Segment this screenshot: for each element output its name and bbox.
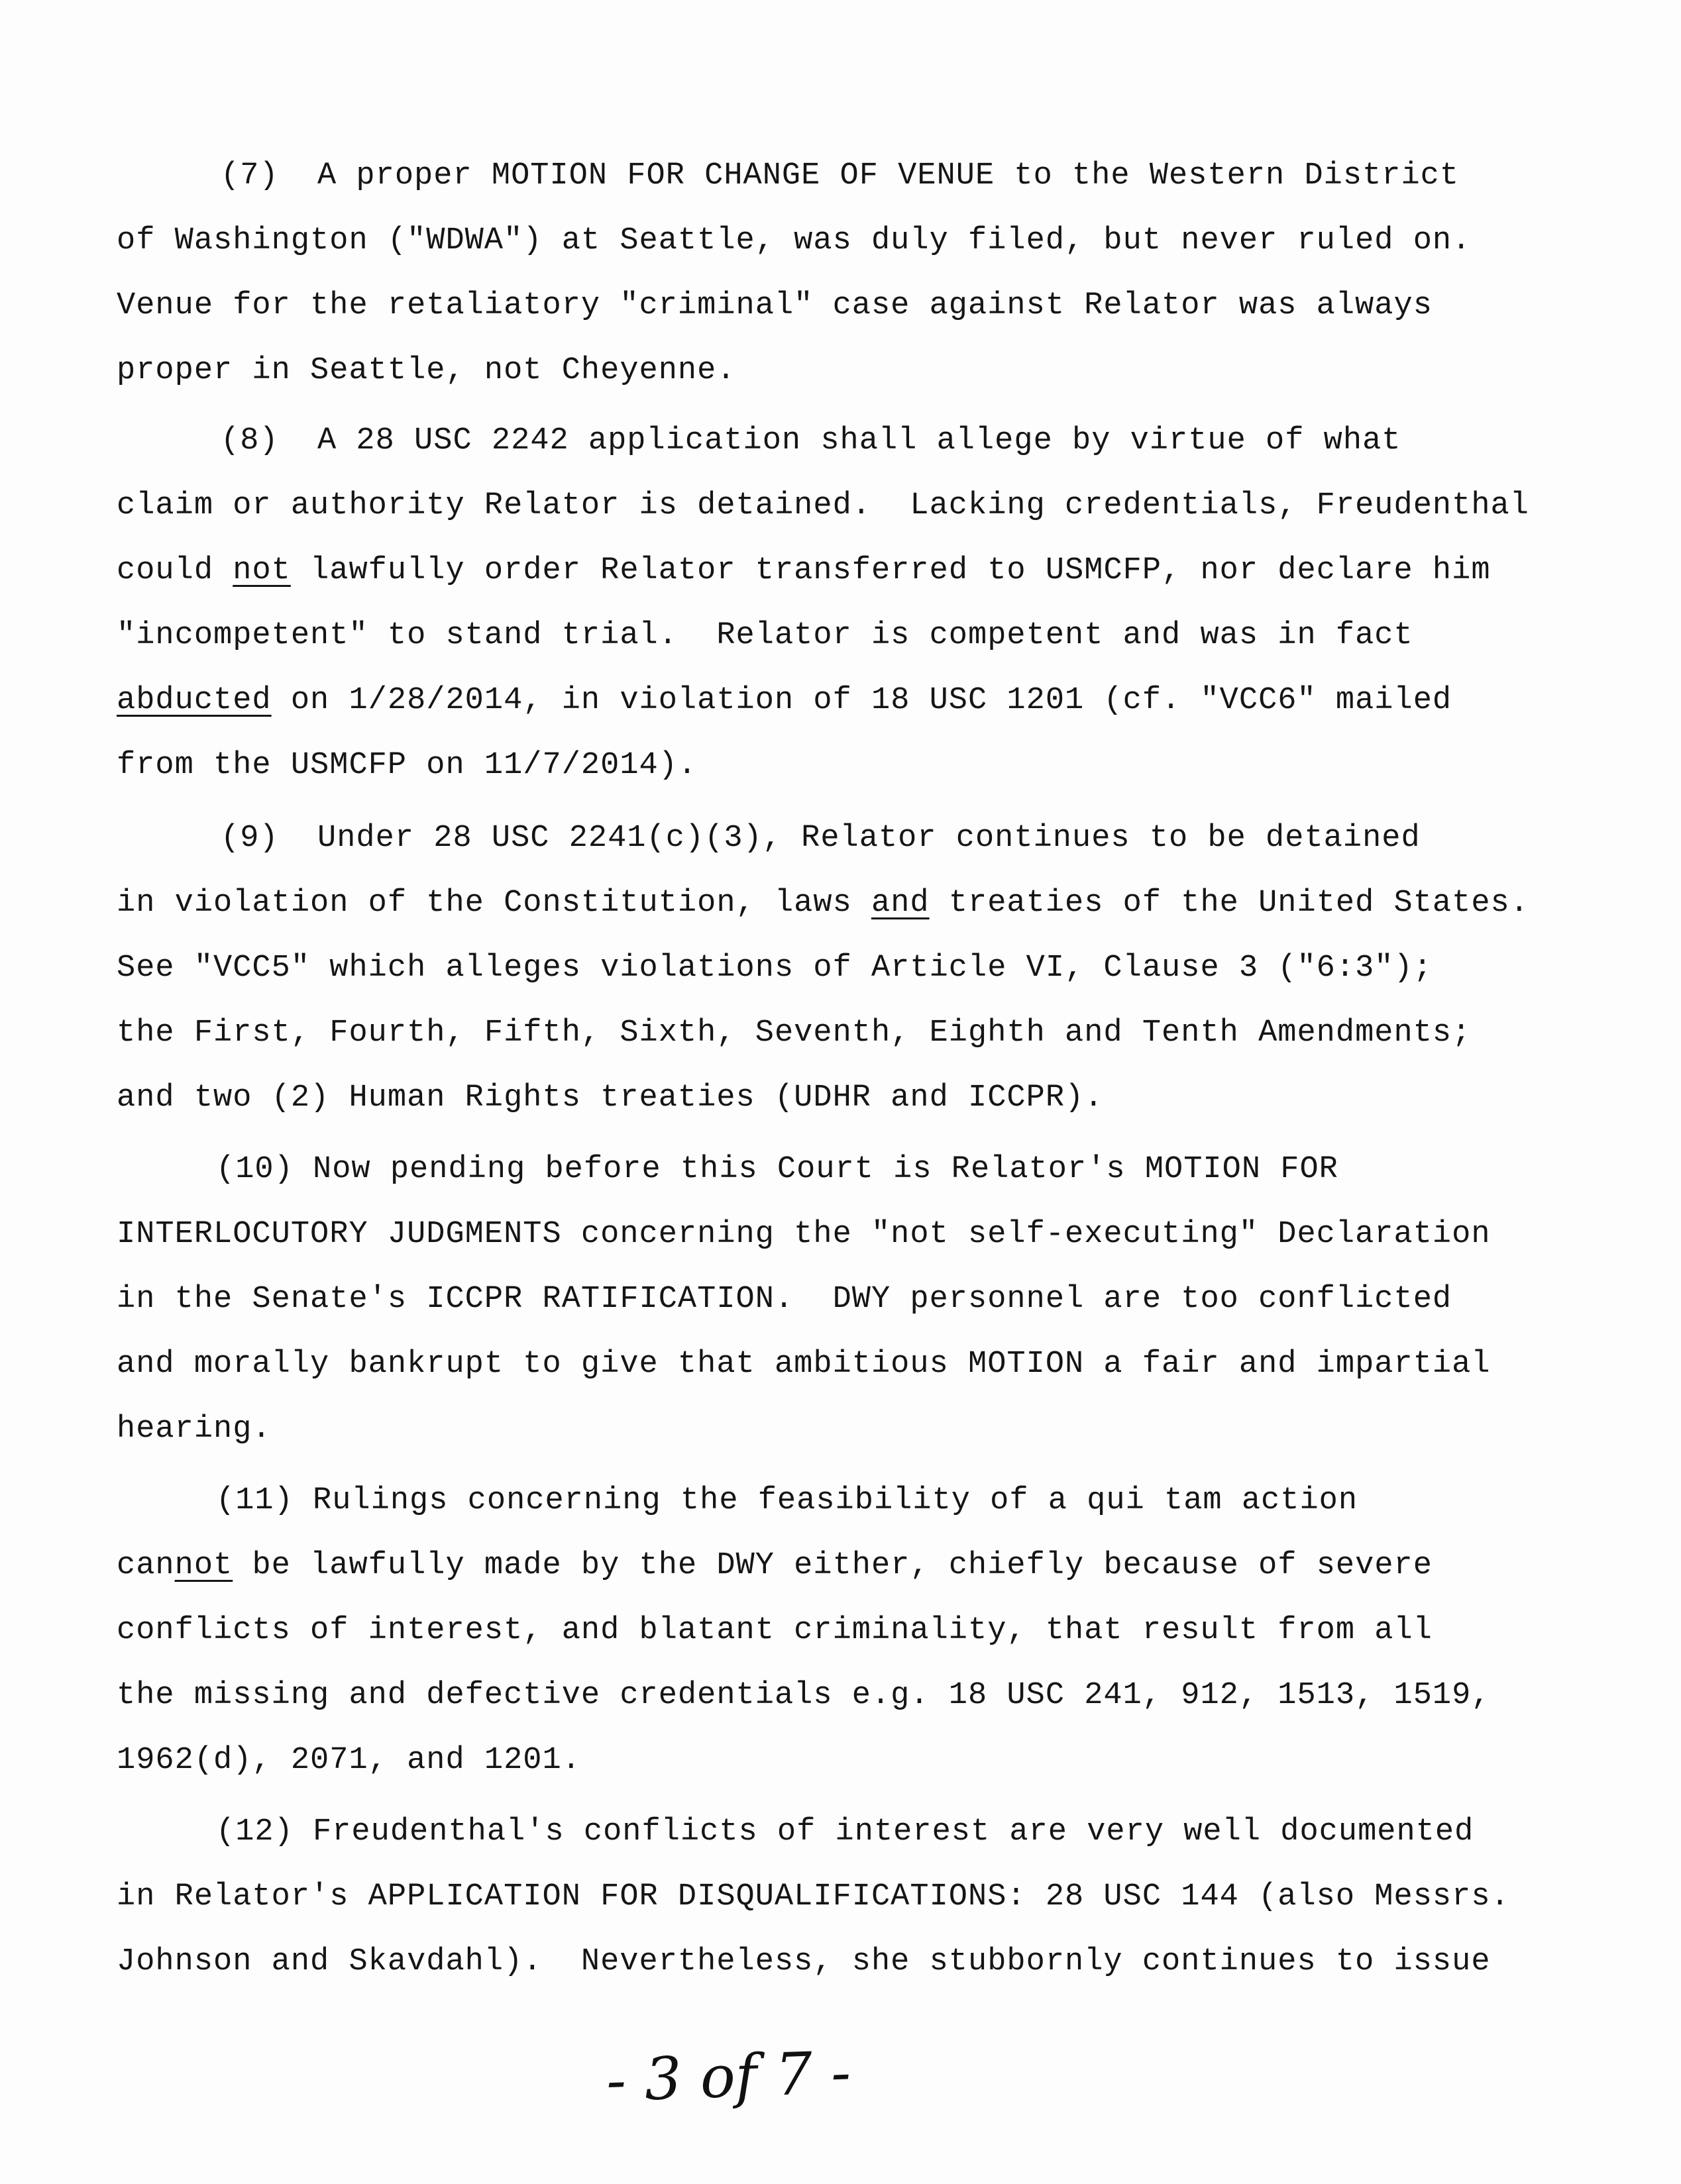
paragraph-8-line-3: could not lawfully order Relator transferred to USMCFP, nor declare him	[117, 553, 1491, 588]
paragraph-7-line-4: proper in Seattle, not Cheyenne.	[117, 353, 736, 388]
underlined-not: not	[233, 553, 291, 588]
paragraph-10-line-1: (10) Now pending before this Court is Relator's MOTION FOR	[216, 1152, 1338, 1187]
underlined-abducted: abducted	[117, 683, 272, 718]
paragraph-8-line-5: abducted on 1/28/2014, in violation of 18 USC 1201 (cf. "VCC6" mailed	[117, 683, 1452, 718]
paragraph-8-line-4: "incompetent" to stand trial. Relator is competent and was in fact	[117, 618, 1413, 653]
paragraph-9-line-4: the First, Fourth, Fifth, Sixth, Seventh, Eighth and Tenth Amendments;	[117, 1015, 1472, 1051]
paragraph-11-line-1: (11) Rulings concerning the feasibility of a qui tam action	[216, 1483, 1358, 1518]
paragraph-8-line-1: (8) A 28 USC 2242 application shall allege by virtue of what	[221, 423, 1401, 458]
underlined-not: not	[174, 1548, 233, 1583]
paragraph-9-line-5: and two (2) Human Rights treaties (UDHR and ICCPR).	[117, 1080, 1104, 1116]
paragraph-12-line-2: in Relator's APPLICATION FOR DISQUALIFICATIONS: 28 USC 144 (also Messrs.	[117, 1879, 1510, 1914]
paragraph-7-line-3: Venue for the retaliatory "criminal" case against Relator was always	[117, 288, 1433, 323]
page-number: - 3 of 7 -	[605, 2038, 852, 2115]
paragraph-11-line-4: the missing and defective credentials e.g. 18 USC 241, 912, 1513, 1519,	[117, 1678, 1491, 1713]
paragraph-10-line-4: and morally bankrupt to give that ambitious MOTION a fair and impartial	[117, 1347, 1491, 1382]
paragraph-10-line-3: in the Senate's ICCPR RATIFICATION. DWY personnel are too conflicted	[117, 1282, 1452, 1317]
paragraph-9-line-3: See "VCC5" which alleges violations of Article VI, Clause 3 ("6:3");	[117, 951, 1433, 986]
paragraph-9-line-1: (9) Under 28 USC 2241(c)(3), Relator continues to be detained	[221, 821, 1421, 856]
paragraph-9-line-2: in violation of the Constitution, laws and treaties of the United States.	[117, 886, 1529, 921]
paragraph-12-line-1: (12) Freudenthal's conflicts of interest are very well documented	[216, 1814, 1474, 1849]
paragraph-12-line-3: Johnson and Skavdahl). Nevertheless, she stubbornly continues to issue	[117, 1944, 1491, 1979]
paragraph-7-line-1: (7) A proper MOTION FOR CHANGE OF VENUE to the Western District	[221, 158, 1460, 193]
paragraph-7-line-2: of Washington ("WDWA") at Seattle, was duly filed, but never ruled on.	[117, 223, 1472, 258]
paragraph-8-line-2: claim or authority Relator is detained. Lacking credentials, Freudenthal	[117, 488, 1529, 523]
paragraph-10-line-2: INTERLOCUTORY JUDGMENTS concerning the "not self-executing" Declaration	[117, 1217, 1491, 1252]
paragraph-11-line-3: conflicts of interest, and blatant criminality, that result from all	[117, 1613, 1433, 1648]
underlined-and: and	[871, 886, 930, 921]
paragraph-8-line-6: from the USMCFP on 11/7/2014).	[117, 748, 698, 783]
paragraph-11-line-5: 1962(d), 2071, and 1201.	[117, 1743, 581, 1778]
paragraph-10-line-5: hearing.	[117, 1412, 272, 1447]
paragraph-11-line-2: cannot be lawfully made by the DWY either, chiefly because of severe	[117, 1548, 1433, 1583]
